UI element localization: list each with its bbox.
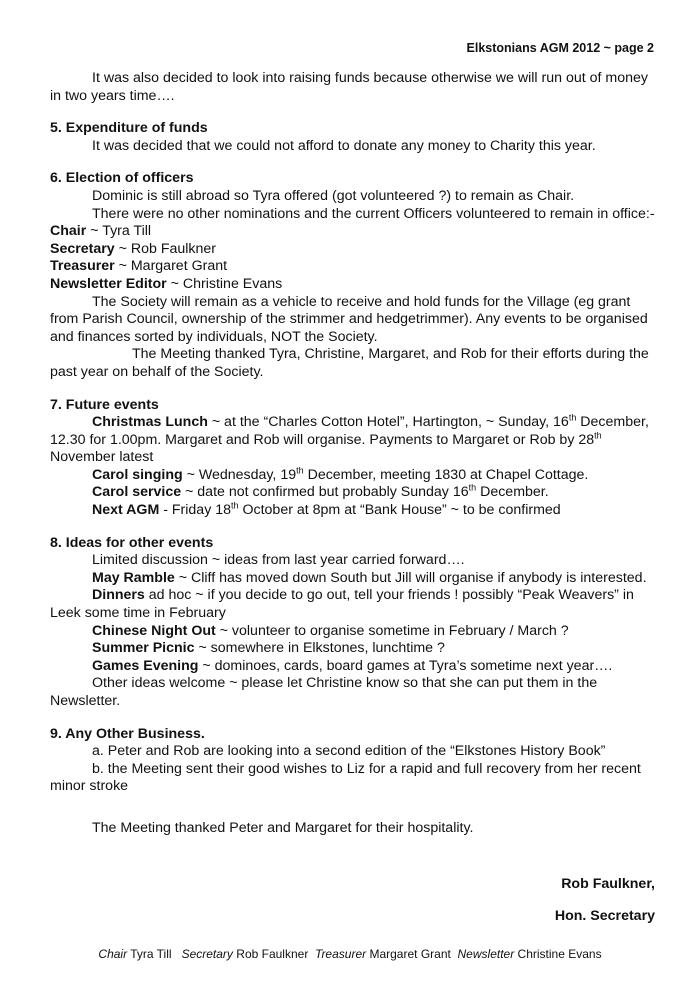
games-evening: Games Evening ~ dominoes, cards, board games at Tyra’s sometime next year…. (92, 657, 613, 674)
section-6-para-1: Dominic is still abroad so Tyra offered (got volunteered ?) to remain as Chair. (92, 187, 575, 204)
signature-title: Hon. Secretary (554, 907, 655, 924)
page-footer (0, 946, 700, 964)
footer-treasurer-label: Treasurer (315, 947, 367, 961)
officer-treasurer: Treasurer ~ Margaret Grant (50, 258, 228, 275)
chinese-night-out: Chinese Night Out ~ volunteer to organise sometime in February / March ? (92, 622, 569, 639)
section-6-heading: 6. Election of officers (50, 170, 194, 187)
officer-chair: Chair ~ Tyra Till (50, 223, 152, 240)
christmas-lunch: Christmas Lunch ~ at the “Charles Cotton Hotel”, Hartington, ~ Sunday, 16th December, 12.30 for 1.00pm. Margaret and Rob will organise. Payments to Margaret or Rob by 28th November latest (50, 412, 649, 466)
summer-picnic: Summer Picnic ~ somewhere in Elkstones, lunchtime ? (92, 640, 445, 657)
dinners: Dinners ad hoc ~ if you decide to go out, tell your friends ! possibly “Peak Weavers” in Leek some time in February (50, 587, 634, 622)
footer-chair-label: Chair (98, 947, 128, 961)
aob-item-a: a. Peter and Rob are looking into a second edition of the “Elkstones History Book” (92, 743, 606, 760)
document-body (50, 70, 655, 939)
section-5-heading: 5. Expenditure of funds (50, 120, 208, 137)
may-ramble: May Ramble ~ Cliff has moved down South but Jill will organise if anybody is interested. (92, 569, 647, 586)
section-6-para-3: The Society will remain as a vehicle to receive and hold funds for the Village (eg grant from Parish Council, ownership of the strimmer and hedgetrimmer). Any events to be organised and finances sorted by individuals, NOT the Society. (50, 293, 648, 345)
footer-treasurer-name: Margaret Grant (369, 947, 451, 961)
signature-name: Rob Faulkner, (561, 875, 655, 892)
intro-paragraph: It was also decided to look into raising funds because otherwise we will run out of money in two years time…. (50, 70, 648, 104)
section-7-heading: 7. Future events (50, 396, 159, 413)
footer-secretary-label: Secretary (181, 947, 233, 961)
carol-service: Carol service ~ date not confirmed but probably Sunday 16th December. (92, 482, 549, 501)
officer-newsletter-editor: Newsletter Editor ~ Christine Evans (50, 275, 283, 292)
section-6-para-2: There were no other nominations and the current Officers volunteered to remain in office:- (92, 205, 655, 222)
officer-secretary: Secretary ~ Rob Faulkner (50, 240, 217, 257)
carol-singing: Carol singing ~ Wednesday, 19th December, meeting 1830 at Chapel Cottage. (92, 465, 589, 483)
aob-item-b: b. the Meeting sent their good wishes to Liz for a rapid and full recovery from her recent minor stroke (50, 760, 641, 795)
footer-newsletter-name: Christine Evans (517, 947, 602, 961)
page-header: Elkstonians AGM 2012 ~ page 2 (466, 41, 654, 55)
section-5-text: It was decided that we could not afford to donate any money to Charity this year. (92, 137, 596, 154)
section-8-intro: Limited discussion ~ ideas from last year carried forward…. (92, 552, 465, 569)
other-ideas: Other ideas welcome ~ please let Christine know so that she can put them in the Newsletter. (50, 675, 598, 709)
next-agm: Next AGM - Friday 18th October at 8pm at “Bank House” ~ to be confirmed (92, 500, 561, 519)
footer-secretary-name: Rob Faulkner (236, 947, 309, 961)
section-9-heading: 9. Any Other Business. (50, 725, 205, 742)
footer-newsletter-label: Newsletter (457, 947, 515, 961)
footer-chair-name: Tyra Till (130, 947, 172, 961)
section-6-para-4: The Meeting thanked Tyra, Christine, Margaret, and Rob for their efforts during the past year on behalf of the Society. (50, 346, 649, 380)
closing-thanks: The Meeting thanked Peter and Margaret for their hospitality. (92, 819, 474, 836)
section-8-heading: 8. Ideas for other events (50, 534, 214, 551)
